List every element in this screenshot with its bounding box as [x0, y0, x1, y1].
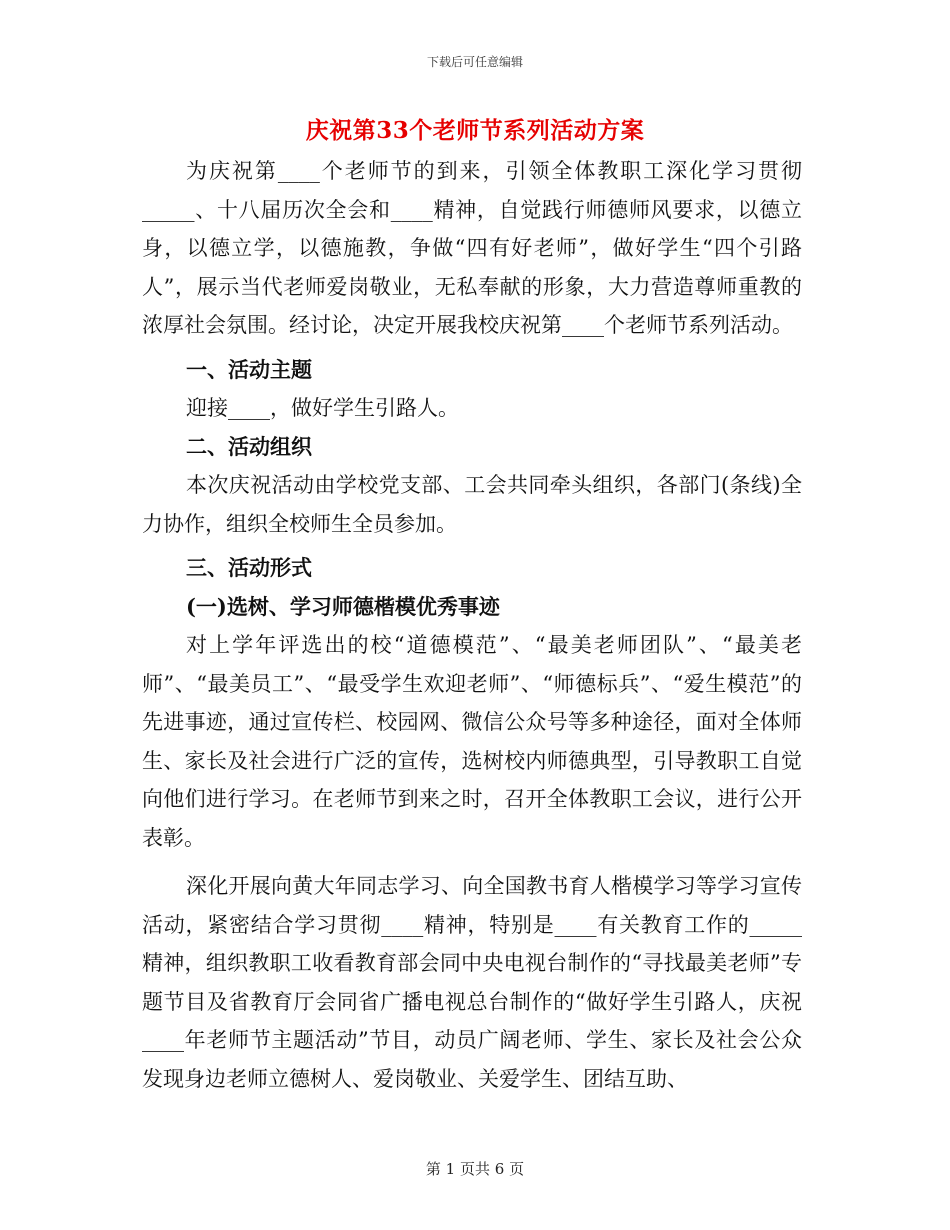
header-note: 下载后可任意编辑 — [426, 55, 523, 69]
section-heading-organization: 二、活动组织 — [186, 433, 312, 459]
intro-paragraph: 为庆祝第____个老师节的到来，引领全体教职工深化学习贯彻_____、十八届历次全会和____精神，自觉践行师德师风要求，以德立身，以德立学，以德施教，争做“四有好老师”，做好学生“四个引路人”，展示当代老师爱岗敬业，无私奉献的形象，大力营造尊师重教的浓厚社会氛围。经讨论，决定开展我校庆祝第____个老师节系列活动。 — [142, 159, 802, 337]
document-title: 庆祝第33个老师节系列活动方案 — [305, 117, 645, 144]
subsection-heading-role-models: (一)选树、学习师德楷模优秀事迹 — [186, 593, 500, 619]
section-heading-theme: 一、活动主题 — [186, 356, 312, 382]
document-body — [142, 152, 802, 1098]
theme-paragraph: 迎接____，做好学生引路人。 — [186, 396, 459, 420]
organization-paragraph: 本次庆祝活动由学校党支部、工会共同牵头组织，各部门(条线)全力协作，组织全校师生全员参加。 — [142, 473, 802, 536]
section-heading-format: 三、活动形式 — [186, 555, 312, 580]
page-number-footer: 第 1 页共 6 页 — [425, 1160, 525, 1178]
role-models-paragraph: 对上学年评选出的校“道德模范”、“最美老师团队”、“最美老师”、“最美员工”、“最受学生欢迎老师”、“师德标兵”、“爱生模范”的先进事迹，通过宣传栏、校园网、微信公众号等多种途径，面对全体师生、家长及社会进行广泛的宣传，选树校内师德典型，引导教职工自觉向他们进行学习。在老师节到来之时，召开全体教职工会议，进行公开表彰。 — [142, 633, 802, 850]
study-campaign-paragraph: 深化开展向黄大年同志学习、向全国教书育人楷模学习等学习宣传活动，紧密结合学习贯彻____精神，特别是____有关教育工作的_____精神，组织教职工收看教育部会同中央电视台制作的“寻找最美老师”专题节目及省教育厅会同省广播电视总台制作的“做好学生引路人，庆祝____年老师节主题活动”节目，动员广阔老师、学生、家长及社会公众发现身边老师立德树人、爱岗敬业、关爱学生、团结互助、 — [142, 874, 802, 1091]
